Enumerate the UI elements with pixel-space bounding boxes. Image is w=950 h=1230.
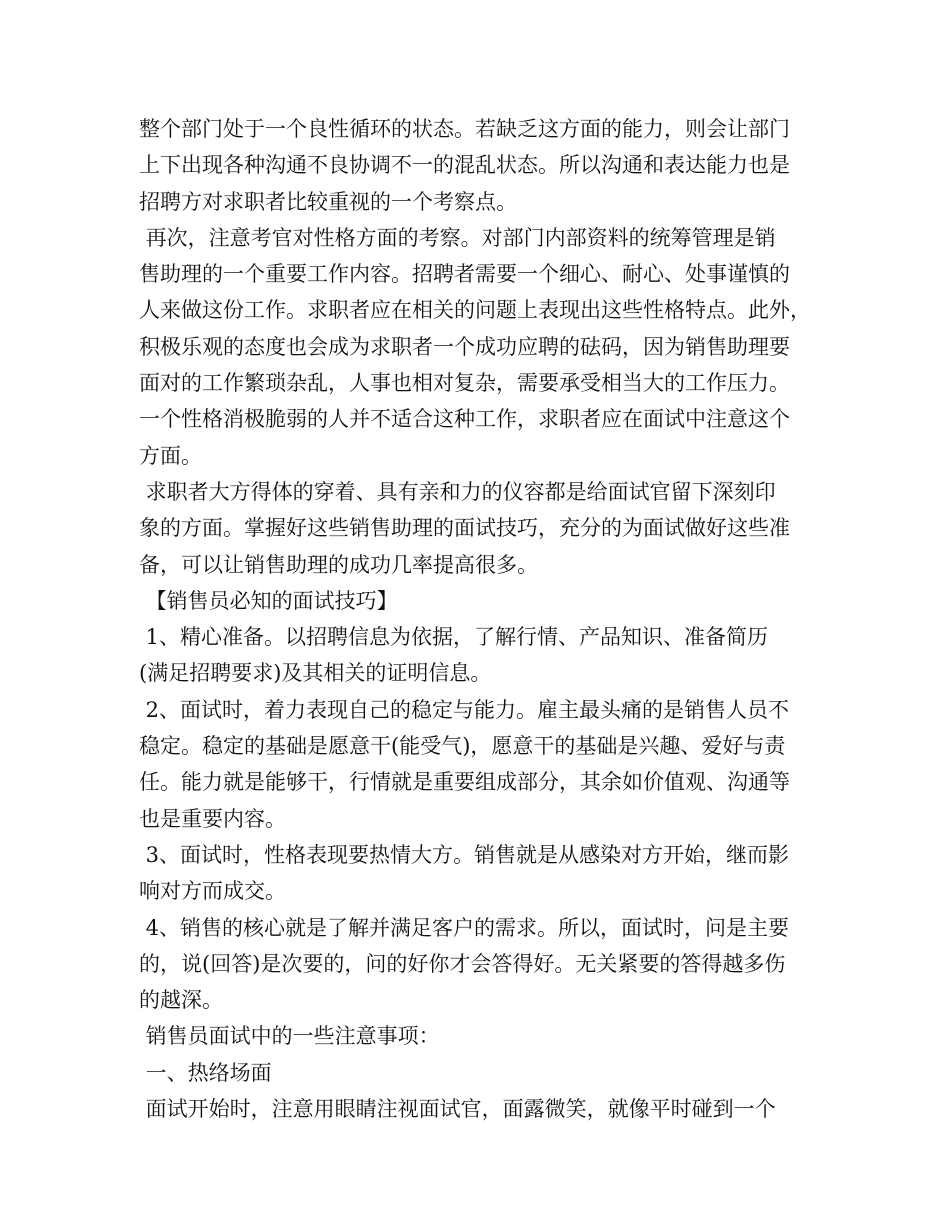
text-line: 求职者大方得体的穿着、具有亲和力的仪容都是给面试官留下深刻印 [139, 479, 776, 504]
text-line: 一、热络场面 [139, 1060, 272, 1085]
text-line: 1、精心准备。以招聘信息为依据，了解行情、产品知识、准备简历 [139, 625, 769, 650]
text-line: 2、面试时，着力表现自己的稳定与能力。雇主最头痛的是销售人员不 [139, 697, 790, 722]
text-line: 人来做这份工作。求职者应在相关的问题上表现出这些性格特点。此外， [139, 298, 811, 323]
text-line: 响对方而成交。 [139, 879, 286, 904]
text-line: 的，说(回答)是次要的，问的好你才会答得好。无关紧要的答得越多伤 [139, 951, 786, 976]
text-line: 售助理的一个重要工作内容。招聘者需要一个细心、耐心、处事谨慎的 [139, 262, 790, 287]
text-line: (满足招聘要求)及其相关的证明信息。 [139, 661, 492, 686]
text-line: 销售员面试中的一些注意事项： [139, 1024, 440, 1049]
text-line: 面对的工作繁琐杂乱，人事也相对复杂，需要承受相当大的工作压力。 [139, 371, 790, 396]
text-line: 象的方面。掌握好这些销售助理的面试技巧，充分的为面试做好这些准 [139, 516, 790, 541]
text-line: 整个部门处于一个良性循环的状态。若缺乏这方面的能力，则会让部门 [139, 117, 790, 141]
text-line: 的越深。 [139, 988, 223, 1013]
text-line: 备，可以让销售助理的成功几率提高很多。 [139, 552, 538, 577]
text-line: 【销售员必知的面试技巧】 [139, 588, 398, 613]
text-line: 方面。 [139, 443, 202, 468]
document-body [139, 111, 829, 1127]
text-line: 再次，注意考官对性格方面的考察。对部门内部资料的统筹管理是销 [139, 225, 776, 250]
text-line: 也是重要内容。 [139, 806, 286, 831]
text-line: 一个性格消极脆弱的人并不适合这种工作，求职者应在面试中注意这个 [139, 407, 790, 432]
text-line: 招聘方对求职者比较重视的一个考察点。 [139, 189, 517, 214]
text-line: 任。能力就是能够干，行情就是重要组成部分，其余如价值观、沟通等 [139, 770, 790, 795]
text-line: 3、面试时，性格表现要热情大方。销售就是从感染对方开始，继而影 [139, 842, 790, 867]
text-line: 面试开始时，注意用眼睛注视面试官，面露微笑，就像平时碰到一个 [139, 1097, 776, 1122]
text-line: 积极乐观的态度也会成为求职者一个成功应聘的砝码，因为销售助理要 [139, 334, 790, 359]
text-line: 上下出现各种沟通不良协调不一的混乱状态。所以沟通和表达能力也是 [139, 153, 790, 178]
text-line: 4、销售的核心就是了解并满足客户的需求。所以，面试时，问是主要 [139, 915, 790, 940]
text-line: 稳定。稳定的基础是愿意干(能受气)，愿意干的基础是兴趣、爱好与责 [139, 734, 786, 759]
